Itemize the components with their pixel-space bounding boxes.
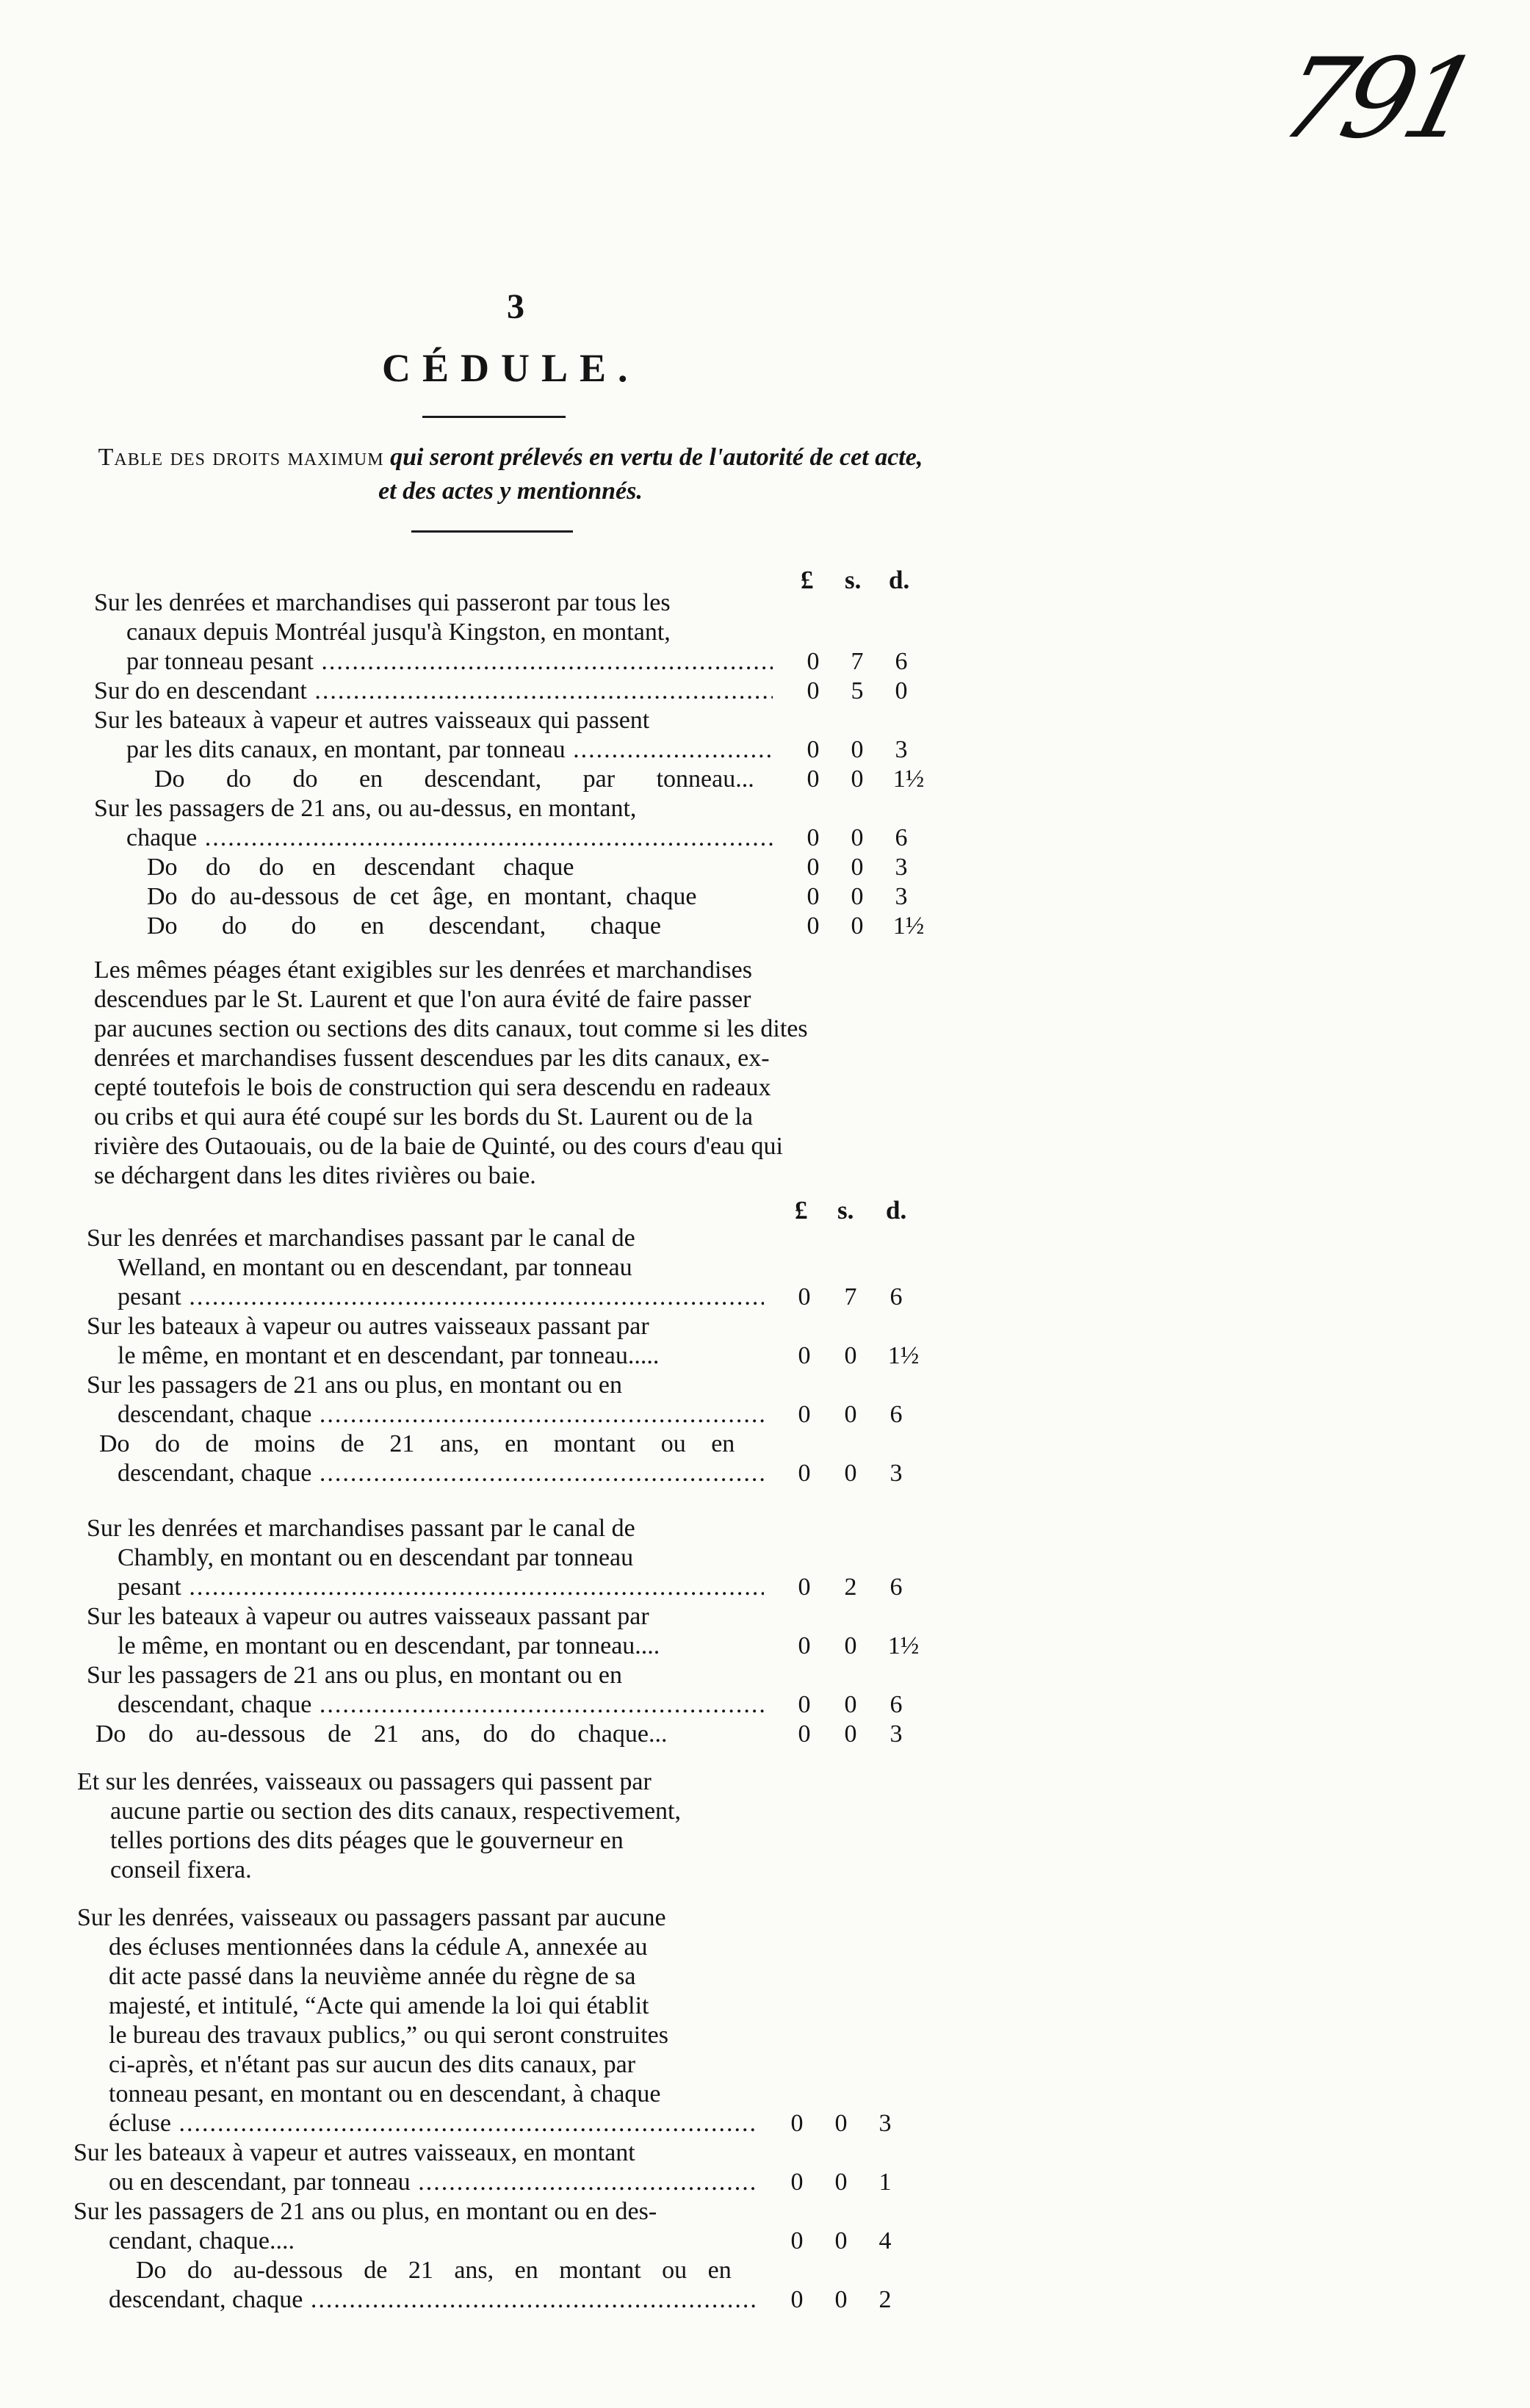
amount-pounds: 0 (790, 2286, 804, 2313)
amount-pence: 3 (878, 2110, 892, 2137)
amount-pounds: 0 (798, 1691, 811, 1718)
text-line: descendant, chaque ..... (118, 1458, 764, 1489)
text-line: Sur les bateaux à vapeur et autres vaisseaux, en montant (73, 2139, 635, 2166)
text-line: Et sur les denrées, vaisseaux ou passagers qui passent par (77, 1768, 652, 1795)
text-line: Sur les denrées, vaisseaux ou passagers passant par aucune (77, 1904, 666, 1931)
amount-shillings: 0 (851, 912, 864, 940)
amount-pounds: 0 (807, 765, 820, 793)
amount-pence: 3 (895, 736, 908, 763)
amount-pence: 6 (890, 1283, 903, 1311)
text-line: par les dits canaux, en montant, par tonneau ..... (126, 735, 773, 765)
amount-pounds: 0 (807, 677, 820, 704)
table-caption (88, 441, 933, 508)
amount-shillings: 0 (834, 2169, 848, 2196)
amount-pence: 1 (878, 2169, 892, 2196)
amount-pence: 2 (878, 2286, 892, 2313)
text-line: Do do au-dessous de 21 ans, en montant ou en (136, 2257, 732, 2284)
text-line: Do do do en descendant, par tonneau... (154, 765, 754, 793)
paragraph-line: se déchargent dans les dites rivières ou baie. (94, 1162, 536, 1189)
text-line: Sur do en descendant ..... (94, 676, 773, 707)
amount-pence: 1½ (887, 1632, 920, 1659)
text-line: canaux depuis Montréal jusqu'à Kingston, en montant, (126, 619, 671, 646)
amount-shillings: 0 (834, 2110, 848, 2137)
amount-shillings: 0 (851, 854, 864, 881)
amount-shillings: 0 (844, 1401, 857, 1428)
amount-pence: 4 (878, 2227, 892, 2254)
caption-rule (411, 530, 573, 533)
paragraph-line: cepté toutefois le bois de construction qui sera descendu en radeaux (94, 1074, 771, 1101)
text-line: Chambly, en montant ou en descendant par tonneau (118, 1544, 634, 1571)
text-line: Sur les passagers de 21 ans, ou au-dessus, en montant, (94, 795, 637, 822)
title-rule (422, 416, 566, 418)
amount-shillings: 0 (844, 1720, 857, 1748)
text-line: Do do de moins de 21 ans, en montant ou en (99, 1430, 735, 1457)
caption-lead: Table des droits maximum (98, 444, 384, 471)
text-line: descendant, chaque ..... (118, 1399, 764, 1430)
header-shillings: s. (837, 1196, 854, 1225)
amount-pounds: 0 (790, 2110, 804, 2137)
page-title: CÉDULE. (382, 346, 640, 390)
header-pounds: £ (801, 566, 814, 594)
amount-pence: 6 (895, 824, 908, 851)
amount-pounds: 0 (807, 854, 820, 881)
text-line: majesté, et intitulé, “Acte qui amende la loi qui établit (109, 1992, 649, 2019)
text-line: par tonneau pesant ..... (126, 646, 773, 677)
paragraph-line: denrées et marchandises fussent descendues par les dits canaux, ex- (94, 1045, 770, 1072)
amount-pence: 0 (895, 677, 908, 704)
amount-pence: 1½ (887, 1342, 920, 1369)
text-line: Do do do en descendant, chaque (147, 912, 661, 940)
text-line: Welland, en montant ou en descendant, par tonneau (118, 1254, 632, 1281)
amount-shillings: 0 (834, 2286, 848, 2313)
text-line: cendant, chaque.... (109, 2227, 295, 2254)
text-line: Sur les passagers de 21 ans ou plus, en montant ou en (87, 1371, 622, 1399)
amount-pounds: 0 (798, 1460, 811, 1487)
amount-pounds: 0 (798, 1720, 811, 1748)
amount-pounds: 0 (798, 1283, 811, 1311)
amount-pounds: 0 (798, 1632, 811, 1659)
text-line: Do do au-dessous de 21 ans, do do chaque... (95, 1720, 668, 1748)
text-line: Sur les bateaux à vapeur ou autres vaisseaux passant par (87, 1603, 649, 1630)
text-line: dit acte passé dans la neuvième année du règne de sa (109, 1963, 636, 1990)
text-line: Sur les bateaux à vapeur et autres vaisseaux qui passent (94, 707, 650, 734)
amount-shillings: 0 (851, 824, 864, 851)
paragraph-line: rivière des Outaouais, ou de la baie de Quinté, ou des cours d'eau qui (94, 1133, 784, 1160)
text-line: pesant ..... (118, 1572, 764, 1603)
text-line: ci-après, et n'étant pas sur aucun des dits canaux, par (109, 2051, 636, 2078)
amount-pounds: 0 (807, 736, 820, 763)
amount-shillings: 5 (851, 677, 864, 704)
text-line: le bureau des travaux publics,” ou qui seront construites (109, 2022, 668, 2049)
amount-shillings: 0 (844, 1460, 857, 1487)
text-line: le même, en montant ou en descendant, par tonneau.... (118, 1632, 660, 1659)
header-pounds: £ (795, 1196, 808, 1225)
text-line: pesant ..... (118, 1282, 764, 1313)
text-line: descendant, chaque ..... (118, 1690, 764, 1720)
text-line: ou en descendant, par tonneau ..... (109, 2167, 755, 2198)
text-line: aucune partie ou section des dits canaux, respectivement, (110, 1798, 681, 1825)
schedule-number: 3 (507, 287, 524, 326)
amount-shillings: 0 (844, 1342, 857, 1369)
text-line: Sur les bateaux à vapeur ou autres vaisseaux passant par (87, 1313, 649, 1340)
text-line: conseil fixera. (110, 1856, 252, 1883)
text-line: des écluses mentionnées dans la cédule A, annexée au (109, 1933, 648, 1961)
paragraph-line: par aucunes section ou sections des dits canaux, tout comme si les dites (94, 1015, 808, 1042)
amount-pence: 1½ (892, 765, 925, 793)
amount-pence: 3 (890, 1720, 903, 1748)
caption-body: qui seront prélevés en vertu de l'autorité de cet acte, et des actes y mentionnés. (378, 444, 923, 505)
amount-shillings: 0 (844, 1691, 857, 1718)
text-line: Do do au-dessous de cet âge, en montant, chaque (147, 883, 697, 910)
amount-shillings: 2 (844, 1574, 857, 1601)
amount-pounds: 0 (798, 1401, 811, 1428)
amount-pence: 6 (895, 648, 908, 675)
amount-pounds: 0 (798, 1574, 811, 1601)
text-line: Sur les denrées et marchandises qui passeront par tous les (94, 589, 671, 616)
text-line: tonneau pesant, en montant ou en descendant, à chaque (109, 2080, 661, 2108)
amount-pounds: 0 (798, 1342, 811, 1369)
amount-shillings: 0 (834, 2227, 848, 2254)
text-line: Sur les denrées et marchandises passant par le canal de (87, 1225, 635, 1252)
text-line: telles portions des dits péages que le gouverneur en (110, 1827, 624, 1854)
amount-pounds: 0 (790, 2227, 804, 2254)
paragraph-line: descendues par le St. Laurent et que l'on aura évité de faire passer (94, 986, 751, 1013)
amount-pence: 1½ (892, 912, 925, 940)
text-line: Sur les passagers de 21 ans ou plus, en montant ou en des- (73, 2198, 657, 2225)
paragraph-line: Les mêmes péages étant exigibles sur les denrées et marchandises (94, 956, 752, 984)
amount-pence: 3 (895, 883, 908, 910)
header-pence: d. (886, 1196, 907, 1225)
text-line: le même, en montant et en descendant, par tonneau..... (118, 1342, 660, 1369)
amount-shillings: 0 (851, 883, 864, 910)
amount-pounds: 0 (790, 2169, 804, 2196)
amount-pounds: 0 (807, 883, 820, 910)
paragraph-line: ou cribs et qui aura été coupé sur les bords du St. Laurent ou de la (94, 1103, 753, 1131)
amount-pence: 6 (890, 1401, 903, 1428)
amount-shillings: 7 (851, 648, 864, 675)
header-shillings: s. (845, 566, 862, 594)
text-line: chaque ..... (126, 823, 773, 854)
amount-shillings: 0 (851, 765, 864, 793)
text-line: Sur les denrées et marchandises passant par le canal de (87, 1515, 635, 1542)
text-line: Sur les passagers de 21 ans ou plus, en montant ou en (87, 1662, 622, 1689)
text-line: Do do do en descendant chaque (147, 854, 574, 881)
text-line: écluse ..... (109, 2108, 755, 2139)
amount-pounds: 0 (807, 824, 820, 851)
amount-shillings: 7 (844, 1283, 857, 1311)
amount-pounds: 0 (807, 648, 820, 675)
text-line: descendant, chaque ..... (109, 2285, 755, 2315)
handwritten-folio-number: 791 (1267, 35, 1484, 163)
amount-pence: 6 (890, 1691, 903, 1718)
amount-shillings: 0 (844, 1632, 857, 1659)
header-pence: d. (889, 566, 910, 594)
amount-pence: 6 (890, 1574, 903, 1601)
amount-pence: 3 (895, 854, 908, 881)
amount-shillings: 0 (851, 736, 864, 763)
amount-pounds: 0 (807, 912, 820, 940)
amount-pence: 3 (890, 1460, 903, 1487)
